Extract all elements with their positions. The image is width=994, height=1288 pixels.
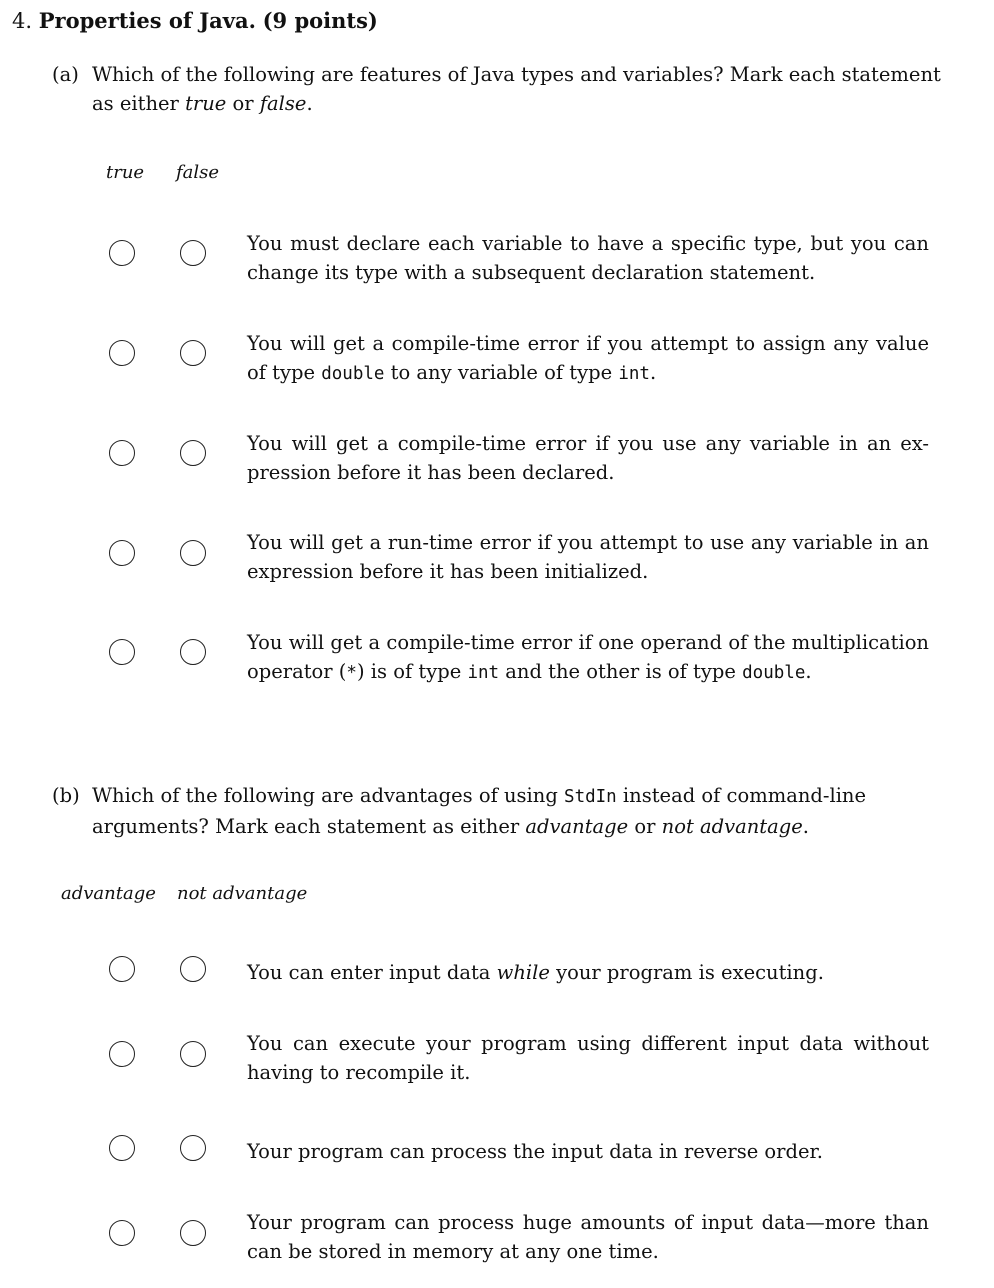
radio-true-a3[interactable] (109, 440, 135, 466)
code-stdin: StdIn (564, 787, 617, 807)
radio-true-a4[interactable] (109, 540, 135, 566)
part-b-or: or (628, 815, 662, 838)
radio-not-advantage-b4[interactable] (180, 1220, 206, 1246)
part-b-prompt-line2: arguments? Mark each statement as either (92, 815, 526, 838)
code-int: int (618, 364, 650, 384)
part-a-prompt (52, 60, 941, 118)
statement-a5-text-1: You will get a compile-time error if one operand of the multiplication operator ( (247, 631, 929, 683)
statement-b4: Your program can process huge amounts of input data—more than can be stored in memory at any one time. (247, 1211, 929, 1263)
part-a-option-false: false (259, 92, 307, 115)
statement-b3: Your program can process the input data in reverse order. (247, 1140, 823, 1163)
radio-true-a1[interactable] (109, 240, 135, 266)
statement-a2 (247, 329, 929, 389)
question-number: 4. (12, 9, 33, 33)
statement-a5-text-2: ) is of type (356, 660, 468, 683)
statement-a2-text-1: You will get a compile-time error if you attempt to assign any value of type (247, 332, 929, 384)
statement-b1-text-1: You can enter input data (247, 961, 497, 984)
radio-advantage-b4[interactable] (109, 1220, 135, 1246)
statement-b1-text-2: your program is executing. (549, 961, 824, 984)
part-a-prompt-line1: Which of the following are features of Java types and variables? Mark each statement (92, 63, 941, 86)
radio-true-a5[interactable] (109, 639, 135, 665)
radio-true-a2[interactable] (109, 340, 135, 366)
code-asterisk: * (346, 663, 357, 683)
part-b-prompt-end: . (802, 815, 809, 838)
radio-advantage-b1[interactable] (109, 956, 135, 982)
radio-false-a4[interactable] (180, 540, 206, 566)
column-header-not-advantage: not advantage (177, 883, 308, 904)
radio-advantage-b3[interactable] (109, 1135, 135, 1161)
code-double: double (742, 663, 806, 683)
radio-false-a1[interactable] (180, 240, 206, 266)
part-a-option-true: true (185, 92, 227, 115)
statement-a5 (247, 628, 929, 688)
statement-a1: You must declare each variable to have a specific type, but you can change its type with a subsequent declaration statement. (247, 232, 929, 284)
radio-false-a5[interactable] (180, 639, 206, 665)
statement-a5-text-3: and the other is of type (499, 660, 743, 683)
statement-b1-emphasis: while (496, 961, 550, 984)
radio-false-a2[interactable] (180, 340, 206, 366)
part-a-prompt-end: . (306, 92, 313, 115)
part-a-or: or (226, 92, 260, 115)
part-b-prompt (52, 781, 866, 841)
part-b-option-advantage: advantage (525, 815, 629, 838)
part-a-label: (a) (52, 63, 79, 86)
column-header-false: false (176, 162, 220, 183)
part-b-prompt-pre: Which of the following are advantages of using (92, 784, 565, 807)
part-b-option-not-advantage: not advantage (661, 815, 803, 838)
statement-a2-text-2: to any variable of type (384, 361, 619, 384)
statement-b1 (247, 958, 929, 987)
statement-a4: You will get a run-time error if you attempt to use any variable in an expression before it has been initialized. (247, 531, 929, 583)
radio-not-advantage-b2[interactable] (180, 1041, 206, 1067)
statement-a5-text-4: . (805, 660, 812, 683)
question-title-text: Properties of Java. (38, 8, 256, 33)
code-double: double (321, 364, 385, 384)
statement-a3: You will get a compile-time error if you use any variable in an ex-pression before it has been declared. (247, 432, 929, 484)
radio-not-advantage-b3[interactable] (180, 1135, 206, 1161)
column-header-advantage: advantage (61, 883, 156, 904)
radio-advantage-b2[interactable] (109, 1041, 135, 1067)
radio-not-advantage-b1[interactable] (180, 956, 206, 982)
radio-false-a3[interactable] (180, 440, 206, 466)
code-int: int (467, 663, 500, 683)
part-b-label: (b) (52, 784, 80, 807)
column-header-true: true (106, 162, 145, 183)
statement-a2-text-3: . (649, 361, 657, 384)
part-b-prompt-post: instead of command-line (616, 784, 867, 807)
question-title (12, 6, 378, 36)
statement-b2: You can execute your program using different input data without having to recompile it. (247, 1032, 929, 1084)
question-points: (9 points) (262, 8, 378, 33)
part-a-prompt-pre: as either (92, 92, 186, 115)
